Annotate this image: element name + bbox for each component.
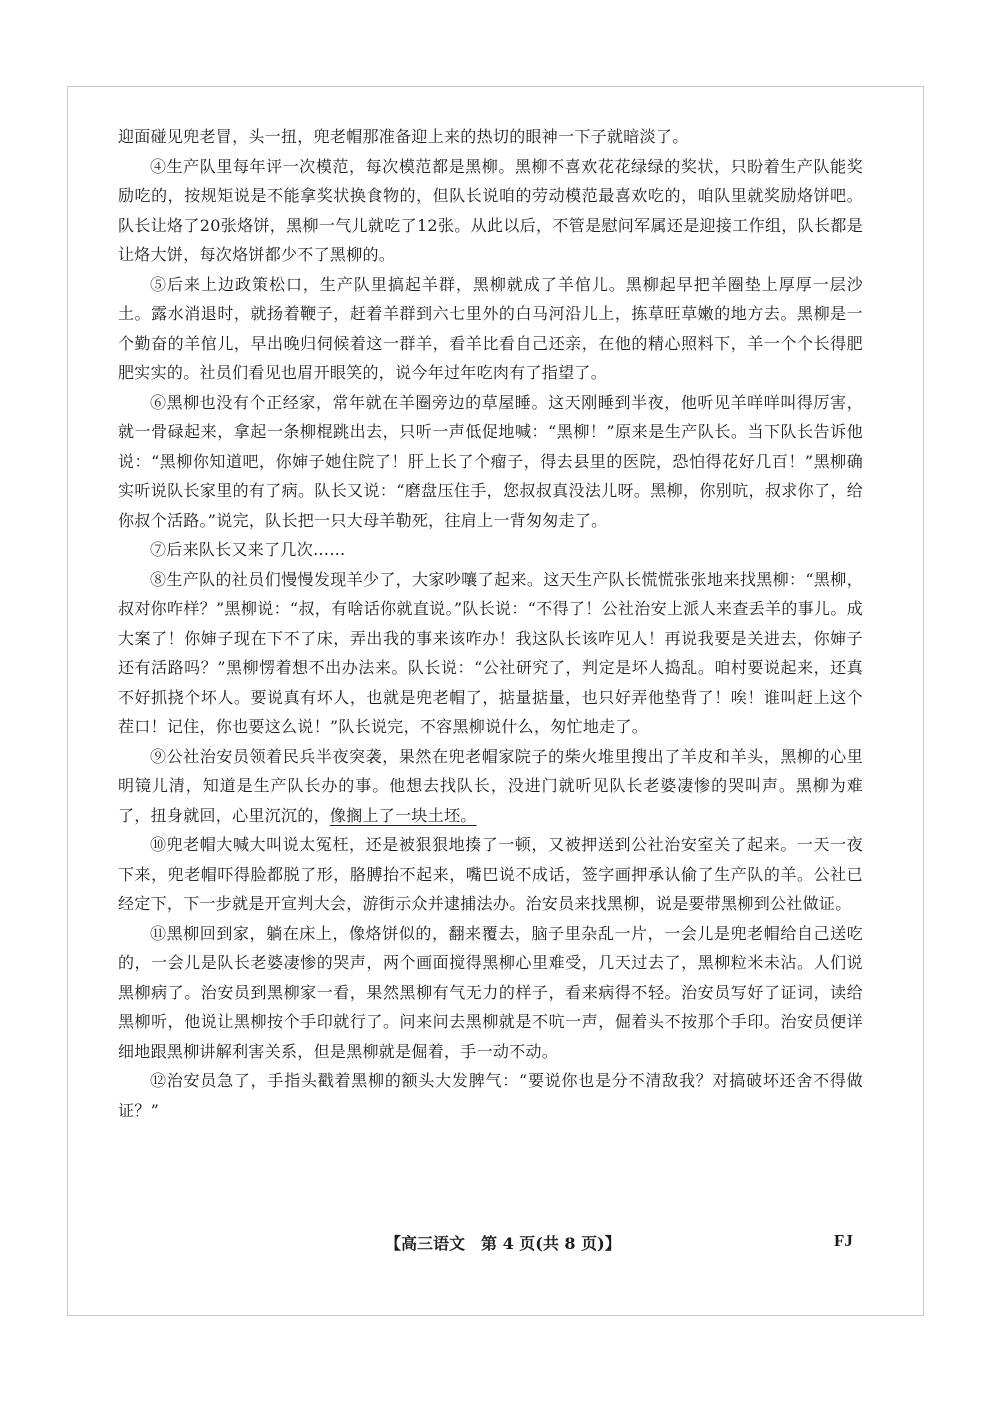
paragraph-9-text: ⑨公社治安员领着民兵半夜突袭，果然在兜老帽家院子的柴火堆里搜出了羊皮和羊头，黑柳的心里明镜儿清，知道是生产队长办的事。他想去找队长，没进门就听见队长老婆凄惨的哭叫声。黑柳为难了，扭身就回，心里沉沉的， — [118, 746, 863, 825]
article-body — [118, 122, 863, 1125]
paragraph-continuation: 迎面碰见兜老冒，头一扭，兜老帽那准备迎上来的热切的眼神一下子就暗淡了。 — [118, 127, 689, 146]
paragraph-4: ④生产队里每年评一次模范，每次模范都是黑柳。黑柳不喜欢花花绿绿的奖状，只盼着生产队能奖励吃的，按规矩说是不能拿奖状换食物的，但队长说咱的劳动模范最喜欢吃的，咱队里就奖励烙饼吧。队长让烙了20张烙饼，黑柳一气儿就吃了12张。从此以后，不管是慰问军属还是迎接工作组，队长都是让烙大饼，每次烙饼都少不了黑柳的。 — [118, 156, 863, 264]
paragraph-8: ⑧生产队的社员们慢慢发现羊少了，大家吵嚷了起来。这天生产队长慌慌张张地来找黑柳：“黑柳，叔对你咋样？”黑柳说：“叔，有啥话你就直说。”队长说：“不得了！公社治安上派人来查丢羊的事儿。成大案了！你婶子现在下不了床，弄出我的事来该咋办！我这队长该咋见人！再说我要是关进去，你婶子还有活路吗？”黑柳愣着想不出办法来。队长说：“公社研究了，判定是坏人捣乱。咱村要说起来，还真不好抓挠个坏人。要说真有坏人，也就是兜老帽了，掂量掂量，也只好弄他垫背了！唉！谁叫赶上这个茬口！记住，你也要这么说！”队长说完，不容黑柳说什么，匆忙地走了。 — [118, 569, 863, 736]
paragraph-7: ⑦后来队长又来了几次…… — [150, 540, 346, 559]
page-number-label: 【高三语文 第 4 页(共 8 页)】 — [385, 1234, 621, 1253]
paragraph-5: ⑤后来上边政策松口，生产队里搞起羊群，黑柳就成了羊倌儿。黑柳起早把羊圈垫上厚厚一层沙土。露水消退时，就扬着鞭子，赶着羊群到六七里外的白马河沿儿上，拣草旺草嫩的地方去。黑柳是一个勤奋的羊倌儿，早出晚归伺候着这一群羊，看羊比看自己还亲，在他的精心照料下，羊一个个长得肥肥实实的。社员们看见也眉开眼笑的，说今年过年吃肉有了指望了。 — [118, 274, 863, 382]
paragraph-9 — [118, 742, 863, 831]
region-code: FJ — [834, 1231, 853, 1250]
page-footer — [0, 1231, 992, 1261]
paragraph-11: ⑪黑柳回到家，躺在床上，像烙饼似的，翻来覆去，脑子里杂乱一片，一会儿是兜老帽给自己送吃的，一会儿是队长老婆凄惨的哭声，两个画面搅得黑柳心里难受，几天过去了，黑柳粒米未沾。人们说黑柳病了。治安员到黑柳家一看，果然黑柳有气无力的样子，看来病得不轻。治安员写好了证词，读给黑柳听，他说让黑柳按个手印就行了。问来问去黑柳就是不吭一声，倔着头不按那个手印。治安员便详细地跟黑柳讲解利害关系，但是黑柳就是倔着，手一动不动。 — [118, 923, 863, 1061]
paragraph-6: ⑥黑柳也没有个正经家，常年就在羊圈旁边的草屋睡。这天刚睡到半夜，他听见羊咩咩叫得厉害，就一骨碌起来，拿起一条柳棍跳出去，只听一声低促地喊：“黑柳！”原来是生产队长。当下队长告诉他说：“黑柳你知道吧，你婶子她住院了！肝上长了个瘤子，得去县里的医院，恐怕得花好几百！”黑柳确实听说队长家里的有了病。队长又说：“磨盘压住手，您叔叔真没法儿呀。黑柳，你别吭，叔求你了，给你叔个活路。”说完，队长把一只大母羊勒死，往肩上一背匆匆走了。 — [118, 392, 863, 530]
paragraph-10: ⑩兜老帽大喊大叫说太冤枉，还是被狠狠地揍了一顿，又被押送到公社治安室关了起来。一天一夜下来，兜老帽吓得脸都脱了形，胳膊抬不起来，嘴巴说不成话，签字画押承认偷了生产队的羊。公社已经定下，下一步就是开宣判大会，游街示众并逮捕法办。治安员来找黑柳，说是要带黑柳到公社做证。 — [118, 835, 863, 913]
paragraph-12: ⑫治安员急了，手指头戳着黑柳的额头大发脾气：“要说你也是分不清敌我？对搞破坏还舍不得做证？” — [118, 1071, 863, 1120]
underlined-sentence: 像搁上了一块土坯。 — [329, 805, 477, 825]
